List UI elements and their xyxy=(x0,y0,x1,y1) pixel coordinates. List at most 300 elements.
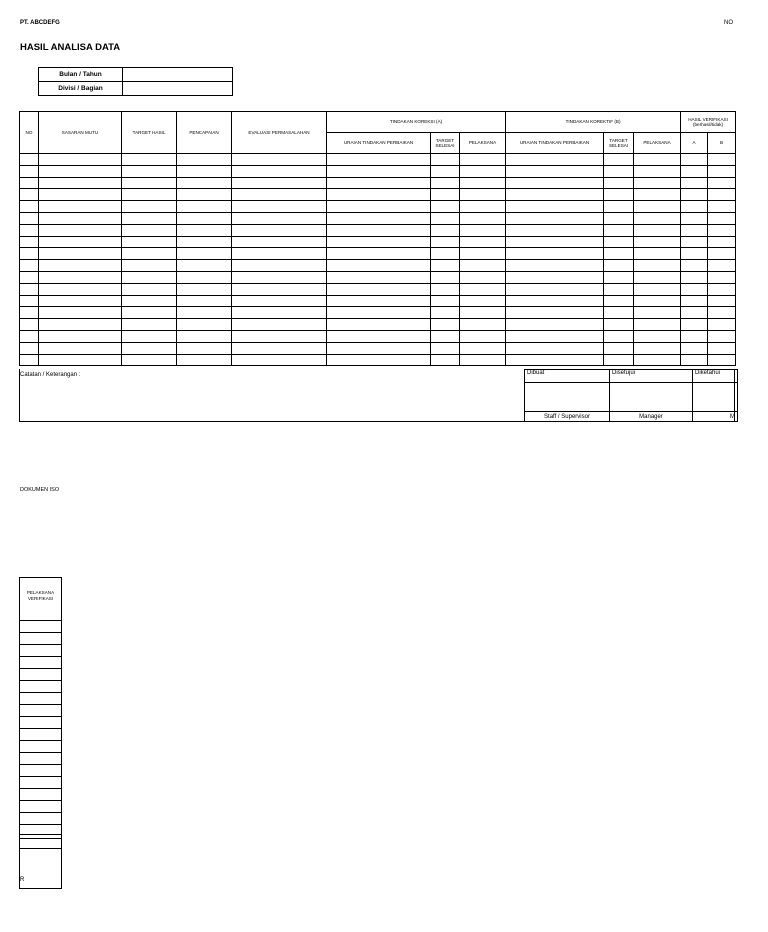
table-cell[interactable] xyxy=(634,354,681,366)
table-cell[interactable] xyxy=(177,271,232,283)
table-cell[interactable] xyxy=(604,295,634,307)
table-cell[interactable] xyxy=(506,307,604,319)
table-cell[interactable] xyxy=(20,212,39,224)
table-cell[interactable] xyxy=(122,154,177,166)
signature-diketahui-label: Diketahui xyxy=(693,370,738,383)
table-cell[interactable] xyxy=(604,236,634,248)
table-cell[interactable] xyxy=(177,165,232,177)
table-cell[interactable] xyxy=(634,165,681,177)
side-row-line xyxy=(19,848,62,849)
table-cell[interactable] xyxy=(460,154,506,166)
table-cell[interactable] xyxy=(681,177,708,189)
table-cell[interactable] xyxy=(681,236,708,248)
table-cell[interactable] xyxy=(232,189,327,201)
table-cell[interactable] xyxy=(177,236,232,248)
header-sasaran-mutu: SASARAN MUTU xyxy=(39,112,122,154)
table-cell[interactable] xyxy=(177,260,232,272)
table-cell[interactable] xyxy=(327,189,431,201)
side-row-line xyxy=(19,620,62,621)
side-row-line xyxy=(19,704,62,705)
table-cell[interactable] xyxy=(604,201,634,213)
table-cell[interactable] xyxy=(634,330,681,342)
table-cell[interactable] xyxy=(232,212,327,224)
table-cell[interactable] xyxy=(122,271,177,283)
signature-disetujui-label: Disetujui xyxy=(610,370,693,383)
side-row-line xyxy=(19,632,62,633)
signature-dibuat-space[interactable] xyxy=(525,383,610,412)
signature-disetujui-space[interactable] xyxy=(610,383,693,412)
table-cell[interactable] xyxy=(232,307,327,319)
table-row xyxy=(20,295,736,307)
table-cell[interactable] xyxy=(604,342,634,354)
page-title: HASIL ANALISA DATA xyxy=(20,42,121,53)
table-cell[interactable] xyxy=(20,319,39,331)
side-row-line xyxy=(19,788,62,789)
table-cell[interactable] xyxy=(39,295,122,307)
table-cell[interactable] xyxy=(122,201,177,213)
table-cell[interactable] xyxy=(681,283,708,295)
table-cell[interactable] xyxy=(604,165,634,177)
table-cell[interactable] xyxy=(506,271,604,283)
table-cell[interactable] xyxy=(327,177,431,189)
table-cell[interactable] xyxy=(460,354,506,366)
table-cell[interactable] xyxy=(604,354,634,366)
table-cell[interactable] xyxy=(681,212,708,224)
table-cell[interactable] xyxy=(122,354,177,366)
table-cell[interactable] xyxy=(327,307,431,319)
table-cell[interactable] xyxy=(506,165,604,177)
table-cell[interactable] xyxy=(177,224,232,236)
table-cell[interactable] xyxy=(177,295,232,307)
table-row xyxy=(20,201,736,213)
table-cell[interactable] xyxy=(460,212,506,224)
table-cell[interactable] xyxy=(232,271,327,283)
table-cell[interactable] xyxy=(20,189,39,201)
side-row-line xyxy=(19,692,62,693)
side-row-line xyxy=(19,838,62,839)
side-row-line xyxy=(19,656,62,657)
table-cell[interactable] xyxy=(431,283,460,295)
table-cell[interactable] xyxy=(506,177,604,189)
table-cell[interactable] xyxy=(460,201,506,213)
table-cell[interactable] xyxy=(604,283,634,295)
table-cell[interactable] xyxy=(634,248,681,260)
table-cell[interactable] xyxy=(604,260,634,272)
table-cell[interactable] xyxy=(327,201,431,213)
table-cell[interactable] xyxy=(431,307,460,319)
header-verif-b: B xyxy=(708,133,736,154)
table-cell[interactable] xyxy=(39,248,122,260)
signature-diketahui-space[interactable] xyxy=(693,383,738,412)
table-cell[interactable] xyxy=(634,342,681,354)
table-cell[interactable] xyxy=(506,201,604,213)
table-cell[interactable] xyxy=(39,283,122,295)
table-cell[interactable] xyxy=(681,342,708,354)
table-cell[interactable] xyxy=(39,330,122,342)
table-cell[interactable] xyxy=(506,189,604,201)
header-target-hasil: TARGET HASIL xyxy=(122,112,177,154)
table-row xyxy=(20,212,736,224)
table-cell[interactable] xyxy=(20,224,39,236)
table-cell[interactable] xyxy=(604,319,634,331)
table-cell[interactable] xyxy=(708,260,736,272)
table-cell[interactable] xyxy=(431,212,460,224)
side-row-line xyxy=(19,812,62,813)
signature-table xyxy=(524,369,738,422)
side-header-line1: PELAKSANA xyxy=(26,590,55,595)
table-cell[interactable] xyxy=(39,236,122,248)
side-row-line xyxy=(19,680,62,681)
table-cell[interactable] xyxy=(634,201,681,213)
table-cell[interactable] xyxy=(506,295,604,307)
table-cell[interactable] xyxy=(460,165,506,177)
table-row xyxy=(20,177,736,189)
table-cell[interactable] xyxy=(122,212,177,224)
table-cell[interactable] xyxy=(708,201,736,213)
table-cell[interactable] xyxy=(681,224,708,236)
table-row xyxy=(20,342,736,354)
company-name: PT. ABCDEFG xyxy=(20,20,60,26)
table-cell[interactable] xyxy=(122,260,177,272)
notes-label: Catatan / Keterangan : xyxy=(20,372,81,378)
table-cell[interactable] xyxy=(506,330,604,342)
table-cell[interactable] xyxy=(327,342,431,354)
table-cell[interactable] xyxy=(431,248,460,260)
table-cell[interactable] xyxy=(327,330,431,342)
table-cell[interactable] xyxy=(708,330,736,342)
side-row-line xyxy=(19,728,62,729)
table-cell[interactable] xyxy=(327,319,431,331)
table-cell[interactable] xyxy=(122,165,177,177)
table-cell[interactable] xyxy=(177,283,232,295)
table-cell[interactable] xyxy=(122,189,177,201)
table-cell[interactable] xyxy=(506,342,604,354)
table-cell[interactable] xyxy=(681,154,708,166)
table-cell[interactable] xyxy=(634,177,681,189)
table-cell[interactable] xyxy=(177,354,232,366)
division-value[interactable] xyxy=(123,82,233,96)
table-cell[interactable] xyxy=(506,248,604,260)
analysis-table-body xyxy=(20,154,736,366)
table-cell[interactable] xyxy=(39,342,122,354)
header-b-pelaksana: PELAKSANA xyxy=(634,133,681,154)
table-cell[interactable] xyxy=(708,224,736,236)
table-cell[interactable] xyxy=(327,295,431,307)
table-cell[interactable] xyxy=(327,283,431,295)
header-pencapaian: PENCAPAIAN xyxy=(177,112,232,154)
table-cell[interactable] xyxy=(39,201,122,213)
table-cell[interactable] xyxy=(232,260,327,272)
table-cell[interactable] xyxy=(327,271,431,283)
header-group-korektif: TINDAKAN KOREKTIF (B) xyxy=(506,112,681,133)
table-cell[interactable] xyxy=(20,342,39,354)
table-cell[interactable] xyxy=(122,342,177,354)
table-cell[interactable] xyxy=(177,330,232,342)
table-cell[interactable] xyxy=(708,189,736,201)
table-cell[interactable] xyxy=(681,260,708,272)
table-cell[interactable] xyxy=(177,189,232,201)
table-cell[interactable] xyxy=(232,342,327,354)
table-cell[interactable] xyxy=(232,354,327,366)
table-cell[interactable] xyxy=(122,330,177,342)
table-cell[interactable] xyxy=(431,177,460,189)
table-cell[interactable] xyxy=(20,236,39,248)
table-row xyxy=(20,260,736,272)
table-cell[interactable] xyxy=(460,236,506,248)
side-column-header xyxy=(20,590,61,601)
table-cell[interactable] xyxy=(327,354,431,366)
table-cell[interactable] xyxy=(460,307,506,319)
table-cell[interactable] xyxy=(177,319,232,331)
table-cell[interactable] xyxy=(708,354,736,366)
table-cell[interactable] xyxy=(460,295,506,307)
table-cell[interactable] xyxy=(122,319,177,331)
table-cell[interactable] xyxy=(708,248,736,260)
table-cell[interactable] xyxy=(177,212,232,224)
table-cell[interactable] xyxy=(708,271,736,283)
table-cell[interactable] xyxy=(506,283,604,295)
table-cell[interactable] xyxy=(431,319,460,331)
table-cell[interactable] xyxy=(634,283,681,295)
table-cell[interactable] xyxy=(708,154,736,166)
side-row-line xyxy=(19,740,62,741)
table-cell[interactable] xyxy=(681,165,708,177)
table-cell[interactable] xyxy=(681,330,708,342)
table-cell[interactable] xyxy=(122,295,177,307)
table-cell[interactable] xyxy=(604,212,634,224)
table-cell[interactable] xyxy=(39,260,122,272)
table-cell[interactable] xyxy=(708,319,736,331)
table-cell[interactable] xyxy=(327,224,431,236)
table-cell[interactable] xyxy=(232,295,327,307)
header-b-uraian: URAIAN TINDAKAN PERBAIKAN xyxy=(506,133,604,154)
table-cell[interactable] xyxy=(39,212,122,224)
table-cell[interactable] xyxy=(39,224,122,236)
table-cell[interactable] xyxy=(506,224,604,236)
info-row-period xyxy=(39,68,233,82)
table-cell[interactable] xyxy=(681,295,708,307)
side-row-line xyxy=(19,668,62,669)
table-cell[interactable] xyxy=(506,212,604,224)
table-cell[interactable] xyxy=(431,342,460,354)
table-cell[interactable] xyxy=(39,189,122,201)
table-cell[interactable] xyxy=(708,212,736,224)
table-cell[interactable] xyxy=(681,201,708,213)
table-cell[interactable] xyxy=(232,165,327,177)
table-cell[interactable] xyxy=(634,307,681,319)
side-footer-text: R xyxy=(20,877,25,883)
table-row xyxy=(20,236,736,248)
table-cell[interactable] xyxy=(431,189,460,201)
table-cell[interactable] xyxy=(20,354,39,366)
table-cell[interactable] xyxy=(232,154,327,166)
table-cell[interactable] xyxy=(460,189,506,201)
table-cell[interactable] xyxy=(232,201,327,213)
table-cell[interactable] xyxy=(604,189,634,201)
table-cell[interactable] xyxy=(506,319,604,331)
table-cell[interactable] xyxy=(177,307,232,319)
table-cell[interactable] xyxy=(604,248,634,260)
table-cell[interactable] xyxy=(122,307,177,319)
table-cell[interactable] xyxy=(232,236,327,248)
table-cell[interactable] xyxy=(39,177,122,189)
table-cell[interactable] xyxy=(327,260,431,272)
table-cell[interactable] xyxy=(177,248,232,260)
table-cell[interactable] xyxy=(460,330,506,342)
table-cell[interactable] xyxy=(177,154,232,166)
table-cell[interactable] xyxy=(460,224,506,236)
table-cell[interactable] xyxy=(708,177,736,189)
signature-role-manager: Manager xyxy=(610,412,693,422)
analysis-table xyxy=(19,111,736,366)
table-cell[interactable] xyxy=(506,154,604,166)
table-cell[interactable] xyxy=(460,342,506,354)
signature-dibuat-label: Dibuat xyxy=(525,370,610,383)
table-cell[interactable] xyxy=(20,177,39,189)
table-cell[interactable] xyxy=(20,201,39,213)
table-cell[interactable] xyxy=(604,177,634,189)
verifikasi-title: HASIL VERIFIKASI xyxy=(688,116,728,122)
table-cell[interactable] xyxy=(20,295,39,307)
table-cell[interactable] xyxy=(39,165,122,177)
table-cell[interactable] xyxy=(634,236,681,248)
table-cell[interactable] xyxy=(506,236,604,248)
table-cell[interactable] xyxy=(327,248,431,260)
table-cell[interactable] xyxy=(708,295,736,307)
table-cell[interactable] xyxy=(232,224,327,236)
side-row-line xyxy=(19,800,62,801)
side-row-line xyxy=(19,776,62,777)
table-cell[interactable] xyxy=(232,330,327,342)
table-cell[interactable] xyxy=(122,248,177,260)
header-a-pelaksana: PELAKSANA xyxy=(460,133,506,154)
table-cell[interactable] xyxy=(634,154,681,166)
signature-role-staff: Staff / Supervisor xyxy=(525,412,610,422)
table-cell[interactable] xyxy=(431,165,460,177)
table-row xyxy=(20,283,736,295)
table-cell[interactable] xyxy=(708,283,736,295)
table-cell[interactable] xyxy=(431,154,460,166)
table-cell[interactable] xyxy=(39,307,122,319)
table-cell[interactable] xyxy=(681,189,708,201)
table-cell[interactable] xyxy=(634,212,681,224)
table-row xyxy=(20,165,736,177)
table-cell[interactable] xyxy=(20,165,39,177)
table-cell[interactable] xyxy=(20,260,39,272)
side-verification-column xyxy=(19,577,62,889)
table-cell[interactable] xyxy=(327,165,431,177)
table-cell[interactable] xyxy=(681,354,708,366)
table-cell[interactable] xyxy=(431,224,460,236)
table-cell[interactable] xyxy=(604,154,634,166)
table-cell[interactable] xyxy=(708,236,736,248)
table-cell[interactable] xyxy=(604,271,634,283)
table-cell[interactable] xyxy=(39,354,122,366)
side-row-line xyxy=(19,716,62,717)
table-row xyxy=(20,224,736,236)
table-cell[interactable] xyxy=(431,354,460,366)
table-cell[interactable] xyxy=(460,260,506,272)
table-cell[interactable] xyxy=(122,283,177,295)
verifikasi-subtitle: (berhasil/tidak) xyxy=(692,122,724,127)
table-cell[interactable] xyxy=(431,271,460,283)
period-label: Bulan / Tahun xyxy=(39,68,123,82)
table-cell[interactable] xyxy=(681,307,708,319)
table-cell[interactable] xyxy=(634,224,681,236)
table-cell[interactable] xyxy=(506,354,604,366)
table-cell[interactable] xyxy=(460,271,506,283)
table-cell[interactable] xyxy=(232,283,327,295)
table-cell[interactable] xyxy=(20,330,39,342)
table-cell[interactable] xyxy=(431,260,460,272)
table-cell[interactable] xyxy=(634,271,681,283)
table-cell[interactable] xyxy=(681,319,708,331)
table-cell[interactable] xyxy=(460,248,506,260)
table-cell[interactable] xyxy=(681,271,708,283)
table-cell[interactable] xyxy=(327,212,431,224)
table-cell[interactable] xyxy=(39,319,122,331)
table-cell[interactable] xyxy=(122,177,177,189)
header-a-uraian: URAIAN TINDAKAN PERBAIKAN xyxy=(327,133,431,154)
table-cell[interactable] xyxy=(708,307,736,319)
table-cell[interactable] xyxy=(232,177,327,189)
document-number-label: NO xyxy=(724,20,733,26)
side-row-line xyxy=(19,644,62,645)
table-cell[interactable] xyxy=(634,189,681,201)
period-value[interactable] xyxy=(123,68,233,82)
header-verif-a: A xyxy=(681,133,708,154)
table-cell[interactable] xyxy=(431,201,460,213)
table-cell[interactable] xyxy=(460,177,506,189)
table-cell[interactable] xyxy=(460,319,506,331)
table-cell[interactable] xyxy=(708,342,736,354)
table-cell[interactable] xyxy=(20,154,39,166)
table-cell[interactable] xyxy=(39,154,122,166)
table-cell[interactable] xyxy=(604,330,634,342)
table-cell[interactable] xyxy=(122,236,177,248)
table-cell[interactable] xyxy=(20,248,39,260)
table-cell[interactable] xyxy=(431,330,460,342)
header-b-target-selesai: TARGET SELESAI xyxy=(604,133,634,154)
table-cell[interactable] xyxy=(177,342,232,354)
table-cell[interactable] xyxy=(634,319,681,331)
table-cell[interactable] xyxy=(327,236,431,248)
table-cell[interactable] xyxy=(177,177,232,189)
table-cell[interactable] xyxy=(232,248,327,260)
table-cell[interactable] xyxy=(634,260,681,272)
table-cell[interactable] xyxy=(681,248,708,260)
table-cell[interactable] xyxy=(232,319,327,331)
table-cell[interactable] xyxy=(39,271,122,283)
table-cell[interactable] xyxy=(506,260,604,272)
table-row xyxy=(20,330,736,342)
table-cell[interactable] xyxy=(20,271,39,283)
table-cell[interactable] xyxy=(460,283,506,295)
table-cell[interactable] xyxy=(431,295,460,307)
table-cell[interactable] xyxy=(122,224,177,236)
table-cell[interactable] xyxy=(20,283,39,295)
table-cell[interactable] xyxy=(634,295,681,307)
iso-document-label: DOKUMEN ISO xyxy=(20,487,60,493)
table-cell[interactable] xyxy=(327,154,431,166)
table-row xyxy=(20,354,736,366)
table-cell[interactable] xyxy=(431,236,460,248)
table-cell[interactable] xyxy=(604,307,634,319)
table-cell[interactable] xyxy=(604,224,634,236)
table-cell[interactable] xyxy=(20,307,39,319)
table-cell[interactable] xyxy=(177,201,232,213)
table-cell[interactable] xyxy=(708,165,736,177)
